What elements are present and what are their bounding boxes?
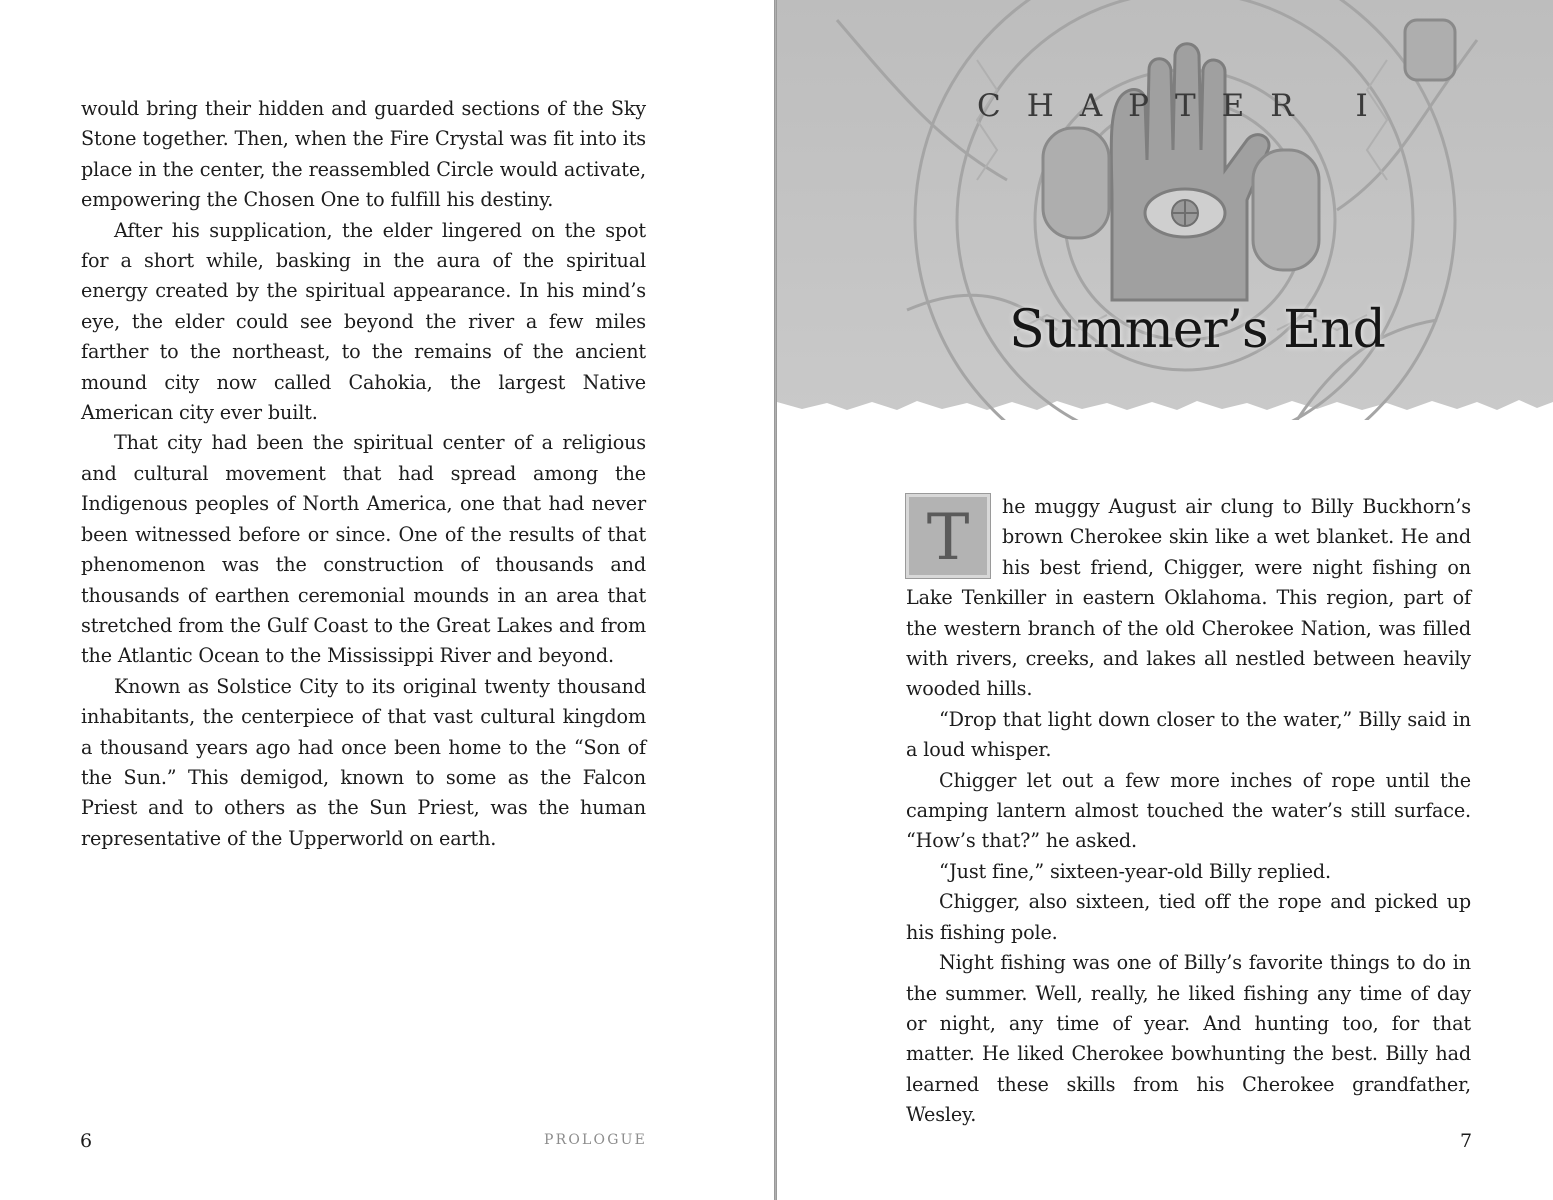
page-number: 6 [80,1130,93,1152]
left-page [0,0,775,1200]
drop-cap [906,494,990,578]
paragraph: “Just fine,” sixteen-year-old Billy replied. [939,859,1332,883]
paragraph: Known as Solstice City to its original twenty thousand inhabitants, the centerpiece of that vast cultural kingdom a thousand years ago had once been home to the “Son of the Sun.” This demigod, known to some as the Falcon Priest and to others as the Sun Priest, was the human representative of the Upperworld on earth. [81,674,646,850]
paragraph: would bring their hidden and guarded sections of the Sky Stone together. Then, when the Fire Crystal was fit into its place in the center, the reassembled Circle would activate, empowering the Chosen One to fulfill his destiny. [81,97,646,212]
drop-cap-letter: T [926,501,970,575]
page-number: 7 [1460,1130,1473,1152]
left-page-body [81,94,646,854]
paragraph: Chigger let out a few more inches of rope until the camping lantern almost touched the water’s still surface. “How’s that?” he asked. [906,768,1471,853]
paragraph: Night fishing was one of Billy’s favorite things to do in the summer. Well, really, he liked fishing any time of day or night, any time of year. And hunting too, for that matter. He liked Cherokee bowhunting the best. Billy had learned these skills from his Cherokee grandfather, Wesley. [906,951,1471,1127]
paragraph: he muggy August air clung to Billy Buckhorn’s brown Cherokee skin like a wet blanket. He and his best friend, Chigger, were night fishing on Lake Tenkiller in eastern Oklahoma. This region, part of the western branch of the old Cherokee Nation, was filled with rivers, creeks, and lakes all nestled between heavily wooded hills. [906,495,1471,701]
chapter-label: CHAPTER I [977,88,1394,124]
chapter-title: Summer’s End [1009,300,1385,360]
paragraph: Chigger, also sixteen, tied off the rope and picked up his fishing pole. [906,890,1471,944]
running-head: PROLOGUE [543,1132,647,1148]
paragraph: “Drop that light down closer to the water,” Billy said in a loud whisper. [906,707,1471,762]
right-page-body [906,492,1471,1131]
paragraph: That city had been the spiritual center of a religious and cultural movement that had spread among the Indigenous peoples of North America, one that had never been witnessed before or since. One of the results of that phenomenon was the construction of thousands and thousands of earthen ceremonial mounds in an area that stretched from the Gulf Coast to the Great Lakes and from the Atlantic Ocean to the Mississippi River and beyond. [81,431,646,668]
paragraph: After his supplication, the elder lingered on the spot for a short while, basking in the aura of the spiritual energy created by the spiritual appearance. In his mind’s eye, the elder could see beyond the river a few miles farther to the northeast, to the remains of the ancient mound city now called Cahokia, the largest Native American city ever built. [81,218,646,425]
